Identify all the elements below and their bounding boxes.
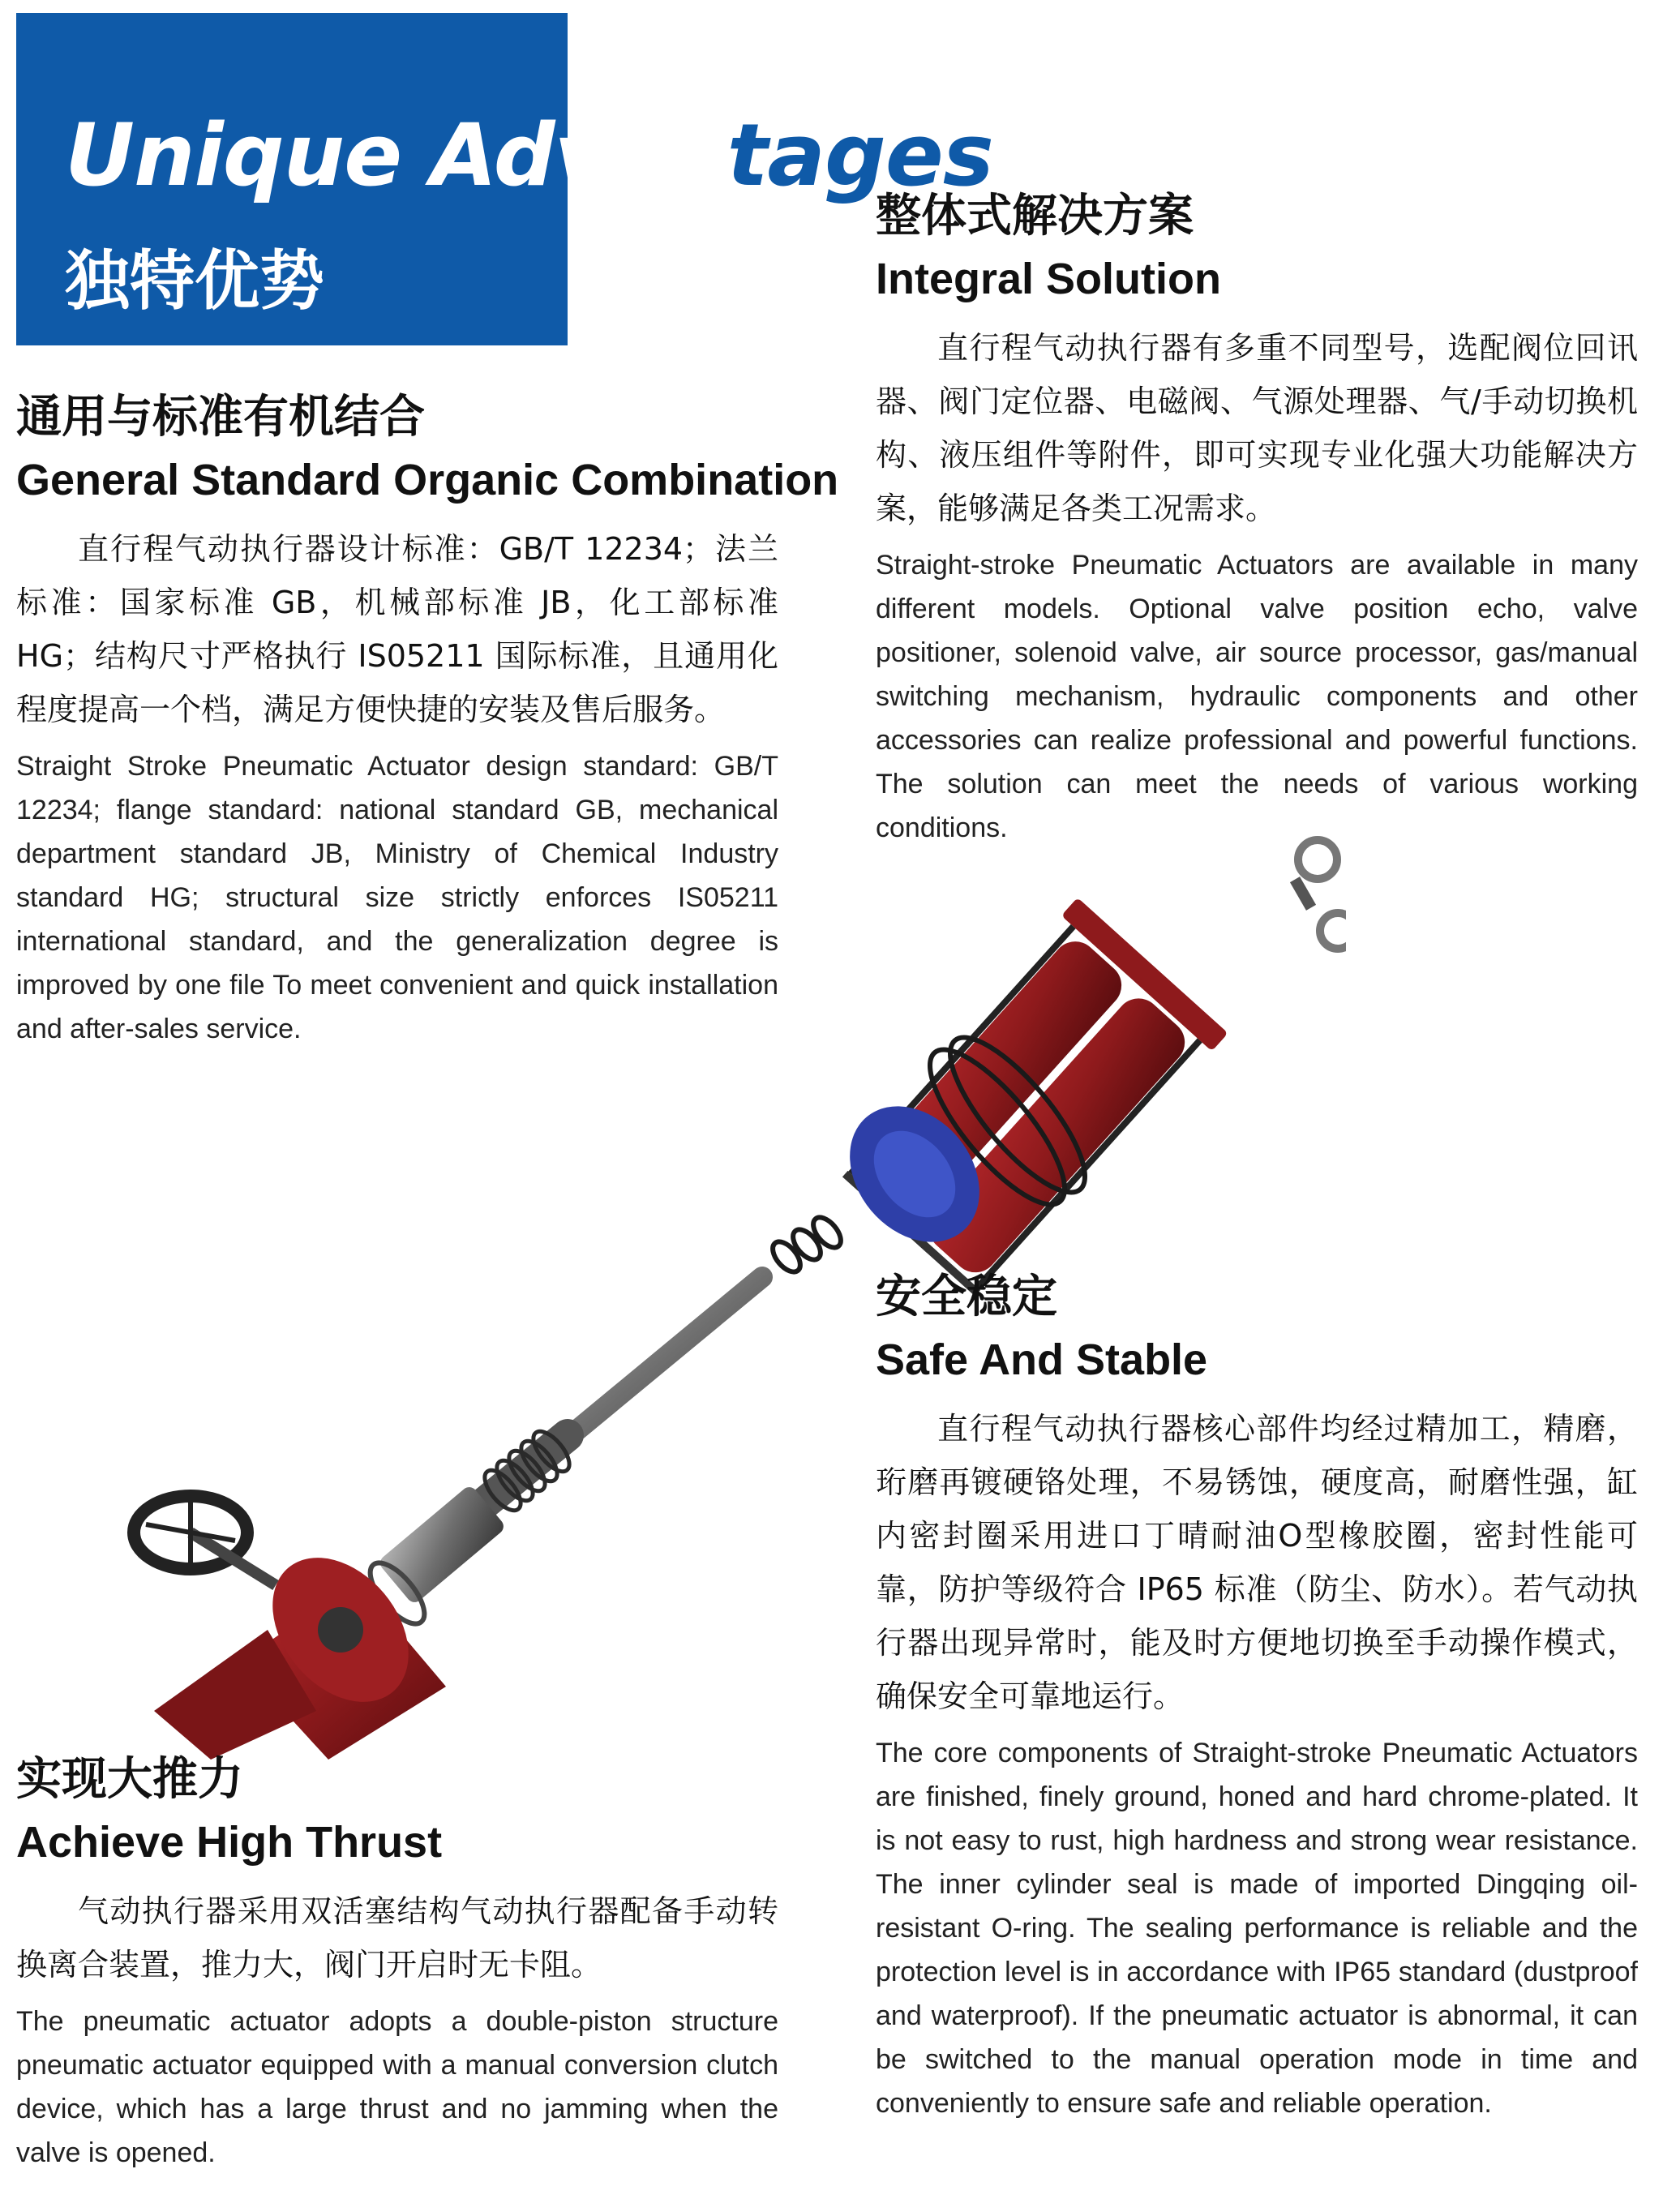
section-body-zh: 气动执行器采用双活塞结构气动执行器配备手动转换离合装置，推力大，阀门开启时无卡阻。 (16, 1893, 778, 1983)
section-title-zh: 实现大推力 (16, 1753, 243, 1806)
section-integral-solution (876, 188, 1638, 850)
page-title-zh: 独特优势 (65, 243, 324, 319)
section-body-en: Straight-stroke Pneumatic Actuators are available in many different models. Optional valve position echo, valve positioner, solenoid valve, air source processor, gas/manual switching mechanism, hydraulic components and other accessories can realize professional and powerful functions. The solution can meet the needs of various working conditions. (876, 550, 1638, 843)
eye-bolt-icon (1320, 913, 1346, 949)
page-title-en (65, 105, 993, 205)
section-body-zh: 直行程气动执行器有多重不同型号，选配阀位回讯器、阀门定位器、电磁阀、气源处理器、气/手动切换机构、液压组件等附件，即可实现专业化强大功能解决方案，能够满足各类工况需求。 (876, 330, 1638, 526)
section-body-en: Straight Stroke Pneumatic Actuator design standard: GB/T 12234; flange standard: national standard GB, mechanical department standard JB, Ministry of Chemical Industry standard HG; structural size strictly enforces IS05211 international standard, and the generalization degree is improved by one file To meet convenient and quick installation and after-sales service. (16, 751, 778, 1044)
section-body-en: The pneumatic actuator adopts a double-piston structure pneumatic actuator equipped with a manual conversion clutch device, which has a large thrust and no jamming when the valve is opened. (16, 2006, 778, 2168)
section-title-en: General Standard Organic Combination (16, 456, 839, 504)
section-title-zh: 通用与标准有机结合 (16, 391, 425, 444)
piston-rod (478, 1277, 762, 1508)
section-title-zh: 安全稳定 (876, 1271, 1057, 1323)
section-title-en: Safe And Stable (876, 1335, 1208, 1384)
page-title-en-main: Unique Advan (65, 105, 727, 205)
section-body-en: The core components of Straight-stroke Pneumatic Actuators are finished, finely ground, honed and hard chrome-plated. It is not easy to rust, high hardness and strong wear resistance. The inner cylinder seal is made of imported Dingqing oil-resistant O-ring. The sealing performance is reliable and the protection level is in accordance with IP65 standard (dustproof and waterproof). If the pneumatic actuator is abnormal, it can be switched to the manual operation mode in time and conveniently to ensure safe and reliable operation. (876, 1738, 1638, 2119)
section-safe-stable (876, 1269, 1638, 2125)
section-title-en: Integral Solution (876, 255, 1221, 303)
section-high-thrust (16, 1751, 778, 2175)
handwheel-icon (134, 1496, 276, 1585)
section-general-standard (16, 389, 839, 1051)
section-title-zh: 整体式解决方案 (876, 190, 1194, 242)
eye-bolt-icon (1290, 840, 1337, 911)
section-title-en: Achieve High Thrust (16, 1818, 443, 1867)
page-title-en-tail: tages (726, 105, 993, 205)
section-body-zh: 直行程气动执行器核心部件均经过精加工，精磨，珩磨再镀硬铬处理，不易锈蚀，硬度高，耐磨性强，缸内密封圈采用进口丁晴耐油O型橡胶圈，密封性能可靠，防护等级符合 IP65 标准（防尘、防水）。若气动执行器出现异常时，能及时方便地切换至手动操作模式，确保安全可靠地运行。 (876, 1411, 1638, 1714)
section-body-zh: 直行程气动执行器设计标准：GB/T 12234；法兰标准：国家标准 GB，机械部标准 JB，化工部标准 HG；结构尺寸严格执行 IS05211 国际标准，且通用化程度提高一个档，满足方便快捷的安装及售后服务。 (16, 531, 778, 727)
